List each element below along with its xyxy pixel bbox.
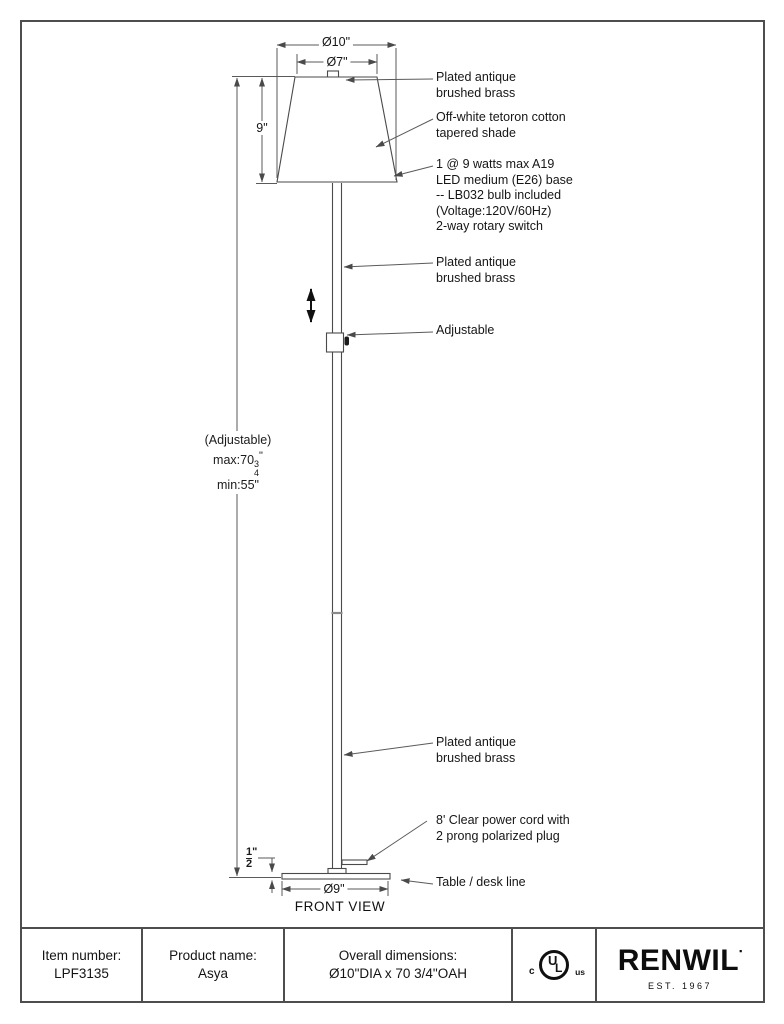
overall-dimensions-value: Ø10"DIA x 70 3/4"OAH (329, 966, 467, 981)
lamp-base (282, 874, 390, 880)
lamp-shade (277, 77, 397, 182)
brand-tagline: EST. 1967 (647, 980, 713, 991)
leader-pole-lower (344, 743, 433, 755)
item-number-label: Item number: (41, 948, 122, 963)
callout-cord: 8' Clear power cord with 2 prong polarized plug (436, 813, 570, 843)
lamp-outline (277, 71, 397, 879)
overall-dimensions-label: Overall dimensions: (338, 948, 458, 963)
callout-shade: Off-white tetoron cotton tapered shade (436, 110, 566, 140)
title-cell-product-name (143, 929, 285, 1001)
renwil-logo: RENWIL▪ EST. 1967 (618, 936, 743, 995)
item-number-value: LPF3135 (54, 966, 109, 981)
title-cell-overall-dimensions (285, 929, 513, 1001)
leader-lines (344, 79, 433, 884)
callout-finial: Plated antique brushed brass (436, 70, 516, 100)
product-name-label: Product name: (169, 948, 257, 963)
dim-label-dia7: Ø7" (323, 55, 350, 69)
dim-label-dia9: Ø9" (320, 882, 347, 896)
title-cell-brand (597, 929, 763, 1001)
leader-pole-upper (344, 263, 433, 267)
dim-label-dia10: Ø10" (319, 35, 353, 49)
cul-certification-icon: U L c us (539, 950, 569, 980)
leader-bulb (394, 166, 433, 176)
adjust-knob (345, 337, 350, 346)
adjustable-collar (327, 333, 344, 352)
title-cell-certification (513, 929, 597, 1001)
title-block (20, 927, 765, 1003)
callout-bulb: 1 @ 9 watts max A19 LED medium (E26) base -- LB032 bulb included (Voltage:120V/60Hz) 2-way rotary switch (436, 157, 573, 233)
callout-table-line: Table / desk line (436, 875, 526, 889)
front-view-label: FRONT VIEW (294, 899, 386, 914)
dim-label-shade-height: 9" (253, 121, 270, 135)
dim-label-overall-height (202, 431, 275, 494)
max-height-line: max:70 3 4 " (213, 450, 263, 478)
callout-pole-lower: Plated antique brushed brass (436, 735, 516, 765)
product-name-value: Asya (197, 966, 228, 981)
leader-adjustable (347, 332, 433, 335)
cul-circle: U L (539, 950, 569, 980)
leader-table-line (401, 880, 433, 884)
callout-adjustable: Adjustable (436, 323, 495, 337)
trademark-dot: ▪ (739, 945, 743, 956)
callout-pole-upper: Plated antique brushed brass (436, 255, 516, 285)
pole-foot (328, 869, 346, 874)
min-height-line: min:55" (217, 478, 259, 492)
power-cord (342, 860, 367, 865)
leader-cord (367, 821, 427, 861)
adjustable-note: (Adjustable) (204, 433, 272, 447)
dim-label-base-height: $\frac{1}{2}$ " (246, 846, 258, 870)
title-cell-item-number (22, 929, 143, 1001)
